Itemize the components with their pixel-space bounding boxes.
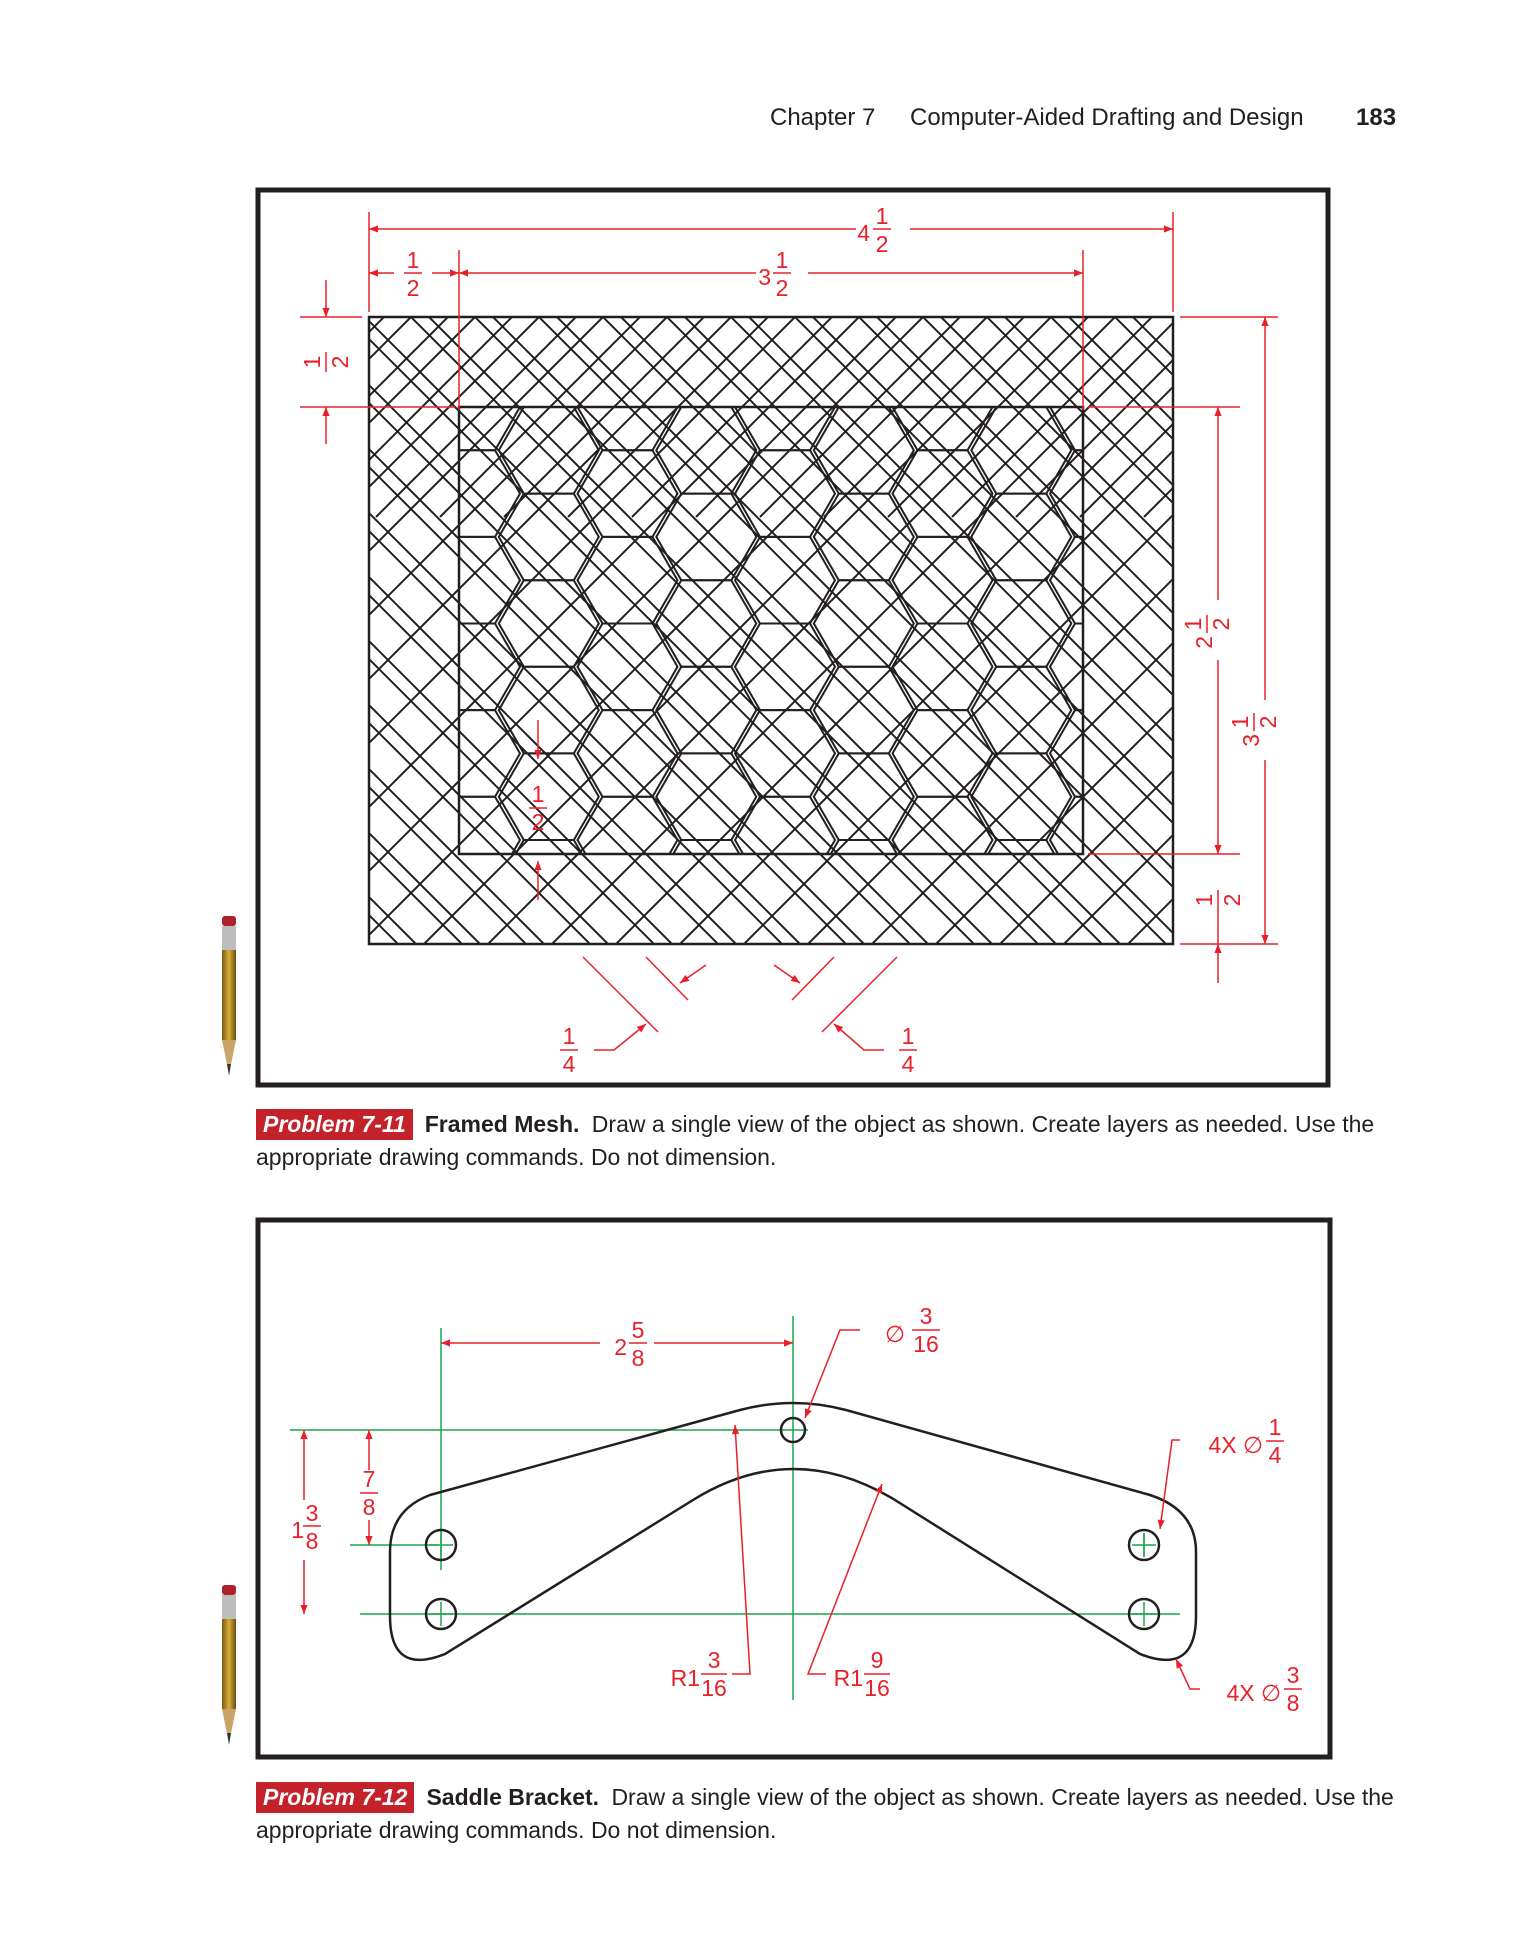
svg-text:1: 1 (1227, 715, 1253, 729)
svg-text:1: 1 (875, 203, 889, 229)
svg-text:3: 3 (1238, 734, 1264, 747)
svg-text:2: 2 (614, 1334, 627, 1360)
hatch-line (300, 828, 1250, 1778)
svg-text:2: 2 (531, 809, 545, 835)
hex-cell (656, 753, 756, 840)
hatch-line (300, 0, 1250, 818)
hatch-line (0, 0, 892, 517)
svg-text:1: 1 (531, 781, 545, 807)
hatch-line (300, 758, 1250, 1708)
hatch-line (952, 0, 1516, 517)
hex-cell (1129, 840, 1229, 927)
dim-top-border (299, 352, 353, 372)
svg-text:4: 4 (857, 220, 870, 246)
svg-text:1: 1 (1191, 893, 1217, 907)
svg-text:4X ∅: 4X ∅ (1226, 1680, 1281, 1706)
hatch-line (312, 0, 1212, 517)
hex-cell (735, 624, 835, 711)
svg-text:5: 5 (631, 1317, 645, 1343)
hatch-line (300, 0, 1250, 132)
svg-text:R1: R1 (833, 1665, 863, 1691)
svg-text:1: 1 (901, 1023, 915, 1049)
hatch-line (1208, 0, 1516, 517)
hatch-line (300, 0, 1250, 364)
svg-text:9: 9 (870, 1647, 884, 1673)
hatch-line (300, 0, 1250, 428)
figure-frame-12 (258, 1220, 1330, 1757)
svg-text:16: 16 (864, 1675, 890, 1701)
svg-text:4: 4 (562, 1051, 576, 1077)
hatch-line (760, 0, 1516, 517)
svg-text:2: 2 (406, 275, 420, 301)
dim-top-hole (885, 1303, 940, 1357)
hatch-line (300, 0, 1250, 626)
svg-text:2: 2 (875, 231, 889, 257)
hatch-line (376, 0, 1276, 517)
hatch-line (0, 0, 700, 517)
svg-text:8: 8 (631, 1345, 645, 1371)
svg-text:4: 4 (901, 1051, 915, 1077)
hatch-line (300, 910, 1250, 1860)
hatch-line (300, 60, 1250, 1010)
caption-problem-12 (256, 1781, 1396, 1847)
dim-inner-width (758, 247, 791, 301)
hatch-line (300, 0, 1250, 242)
hatch-line (1336, 0, 1516, 517)
svg-text:16: 16 (913, 1331, 939, 1357)
svg-text:∅: ∅ (884, 1321, 905, 1347)
hatch-line (300, 956, 1250, 1906)
svg-text:1: 1 (291, 1517, 304, 1543)
caption-problem-11 (256, 1108, 1396, 1174)
svg-text:2: 2 (327, 355, 353, 369)
svg-text:2: 2 (1255, 715, 1281, 729)
dim-strip-left (560, 1023, 578, 1077)
hatch-line (300, 188, 1250, 1138)
hatch-line (300, 630, 1250, 1580)
svg-text:1: 1 (775, 247, 789, 273)
hex-cell (420, 450, 520, 537)
hex-cell (971, 667, 1071, 754)
hatch-line (0, 0, 764, 517)
svg-text:3: 3 (758, 264, 771, 290)
hatch-line (300, 252, 1250, 1202)
hex-cell (1129, 667, 1229, 754)
dim-inner-offset (404, 247, 422, 301)
hatch-line (1464, 0, 1516, 517)
dim-hex-size (529, 781, 547, 835)
hatch-line (300, 0, 1250, 178)
svg-text:8: 8 (1286, 1690, 1300, 1716)
hex-cell (1129, 753, 1229, 840)
svg-text:4X ∅: 4X ∅ (1208, 1432, 1263, 1458)
svg-text:1: 1 (562, 1023, 576, 1049)
hatch-line (120, 0, 1020, 517)
hatch-line (1016, 0, 1516, 517)
chapter-label: Chapter 7 (770, 104, 876, 131)
hex-cell (341, 407, 441, 494)
hatch-line (300, 0, 1250, 754)
hatch-line (300, 0, 1250, 708)
hex-cell (499, 753, 599, 840)
pencil-icon (222, 916, 236, 1076)
svg-text:1: 1 (299, 355, 325, 369)
hatch-line (300, 572, 1250, 1522)
svg-text:1: 1 (1180, 617, 1206, 631)
hatch-line (300, 764, 1250, 1714)
svg-text:7: 7 (362, 1466, 376, 1492)
svg-text:2: 2 (775, 275, 789, 301)
hatch-line (300, 246, 1250, 1196)
hex-cell (499, 320, 599, 407)
svg-text:3: 3 (707, 1647, 721, 1673)
hatch-line (184, 0, 1084, 517)
problem-title: Framed Mesh. (424, 1111, 580, 1137)
svg-text:3: 3 (305, 1500, 319, 1526)
hatch-line (300, 892, 1250, 1842)
dim-overall-width (857, 203, 891, 257)
dim-inner-height (1180, 615, 1234, 649)
svg-text:2: 2 (1219, 893, 1245, 907)
problem-title: Saddle Bracket. (426, 1784, 600, 1810)
dim-overall-height (1227, 713, 1281, 747)
hatch-line (300, 508, 1250, 1458)
hatch-line (300, 0, 1250, 882)
hatch-line (300, 0, 1250, 260)
dim-height-upper (360, 1466, 378, 1520)
svg-text:4: 4 (1268, 1442, 1282, 1468)
hex-cell (1129, 320, 1229, 407)
hex-cell (656, 320, 756, 407)
hatch-line (300, 54, 1250, 1004)
hatch-line (440, 0, 1340, 517)
hatch-line (1272, 0, 1516, 517)
hatch-line (300, 438, 1250, 1388)
problem-badge: Problem 7-11 (256, 1109, 413, 1140)
dim-outer-radius (834, 1647, 890, 1701)
dim-height-total (291, 1500, 321, 1554)
hatch-line (300, 374, 1250, 1324)
svg-text:8: 8 (305, 1528, 319, 1554)
dim-corner (1226, 1662, 1302, 1716)
page-number: 183 (1356, 104, 1397, 131)
svg-text:2: 2 (1208, 617, 1234, 631)
hatch-line (632, 0, 1516, 517)
hex-cell (1050, 537, 1150, 624)
hatch-line (300, 0, 1250, 946)
dim-horizontal (614, 1317, 647, 1371)
hatch-line (1400, 0, 1516, 517)
svg-text:8: 8 (362, 1494, 376, 1520)
hex-cell (893, 277, 993, 364)
hatch-line (300, 182, 1250, 1132)
hatch-line (300, 846, 1250, 1796)
dim-strip-right (899, 1023, 917, 1077)
hatch-line (300, 0, 1250, 370)
dim-inner-radius (671, 1647, 727, 1701)
dim-small-holes (1208, 1414, 1284, 1468)
hatch-line (300, 78, 1250, 1028)
hex-cell (420, 710, 520, 797)
svg-text:3: 3 (919, 1303, 933, 1329)
svg-text:R1: R1 (670, 1665, 700, 1691)
svg-text:2: 2 (1191, 636, 1217, 649)
dimensions-12 (304, 1330, 1200, 1689)
hatch-line (300, 0, 1250, 196)
hex-cell (341, 667, 441, 754)
problem-text: Draw a single view of the object as shown. Create layers as needed. Use the appropriate drawing commands. Do not dimension. (256, 1111, 1375, 1170)
svg-text:1: 1 (406, 247, 420, 273)
hex-cell (814, 753, 914, 840)
hatch-line (300, 444, 1250, 1394)
hatch-line (300, 502, 1250, 1452)
hatch-line (300, 0, 1250, 50)
chapter-title: Computer-Aided Drafting and Design (910, 104, 1304, 131)
svg-text:16: 16 (701, 1675, 727, 1701)
svg-text:1: 1 (1268, 1414, 1282, 1440)
hatch-line (1080, 0, 1516, 517)
hatch-line (504, 0, 1404, 517)
hatch-line (300, 886, 1250, 1836)
pencil-icon (222, 1585, 236, 1745)
hatch-line (300, 0, 1250, 434)
problem-text: Draw a single view of the object as shown. Create layers as needed. Use the appropriate drawing commands. Do not dimension. (256, 1784, 1394, 1843)
svg-text:3: 3 (1286, 1662, 1300, 1688)
dim-bottom-border (1191, 890, 1245, 910)
hatch-line (300, 700, 1250, 1650)
hatch-line (300, 566, 1250, 1516)
hatch-line (300, 0, 1250, 114)
hatch-line (568, 0, 1468, 517)
hatch-line (248, 0, 1148, 517)
hatch-line (300, 0, 1250, 452)
centerlines (290, 1316, 1180, 1700)
hatch-line (300, 0, 1250, 620)
hatch-line (300, 0, 1250, 68)
problem-badge: Problem 7-12 (256, 1782, 414, 1813)
